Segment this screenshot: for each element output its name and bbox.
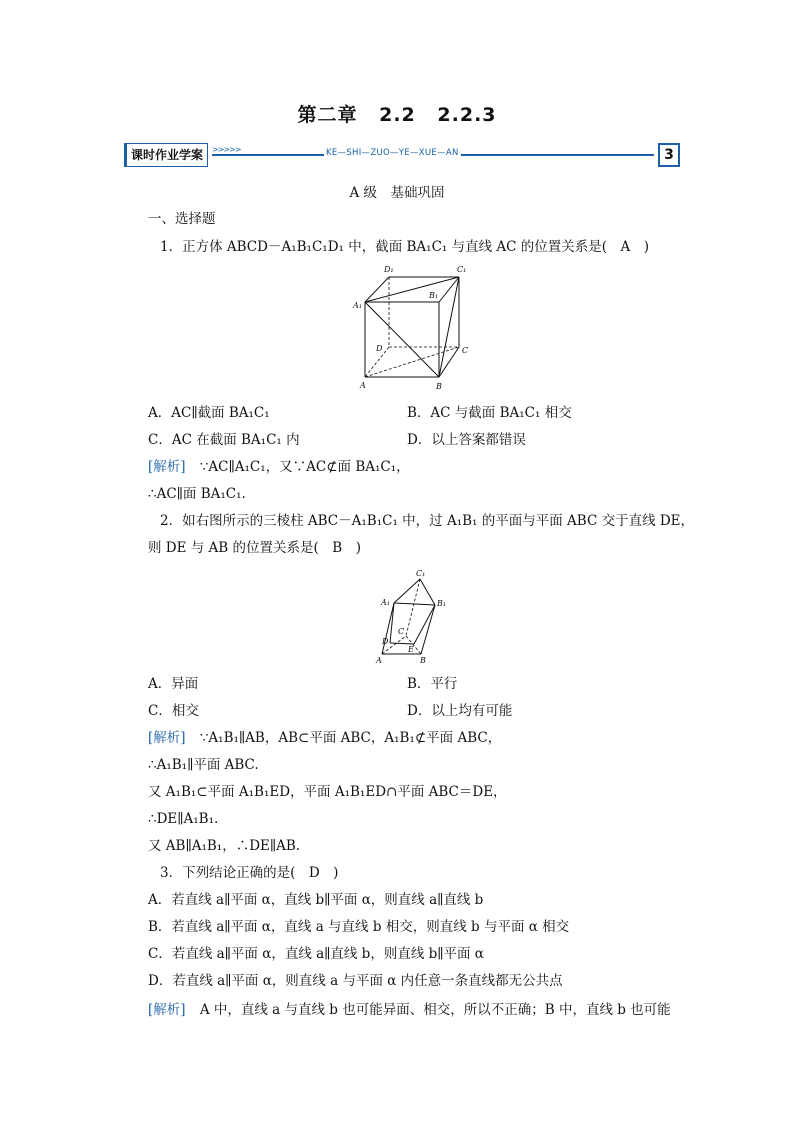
- q2-option-a: A．异面: [148, 676, 199, 692]
- q2-analysis-tag: [解析]: [148, 730, 186, 746]
- banner-arrows: >>>>>: [212, 145, 241, 154]
- homework-banner: [124, 143, 680, 167]
- q1-analysis: [148, 458, 410, 476]
- q1-option-d: D．以上答案都错误: [407, 432, 526, 448]
- q1-option-c: C．AC 在截面 BA₁C₁ 内: [148, 432, 300, 448]
- prism-label-c: C: [398, 627, 405, 636]
- q2-analysis-line-4: ∴DE∥A₁B₁.: [148, 811, 219, 827]
- q1-analysis-line-2: ∴AC∥面 BA₁C₁.: [148, 486, 246, 502]
- q3-analysis-tag: [解析]: [148, 1002, 186, 1018]
- chapter-label: 第二章: [297, 104, 358, 126]
- q3-option-c: C．若直线 a∥平面 α，直线 a∥直线 b，则直线 b∥平面 α: [148, 946, 484, 962]
- q3-analysis: [148, 1001, 671, 1019]
- cube-figure: [352, 262, 478, 394]
- q2-analysis-line-1: ∵A₁B₁∥AB，AB⊂平面 ABC，A₁B₁⊄平面 ABC，: [199, 730, 502, 746]
- q2-option-c: C．相交: [148, 703, 199, 719]
- cube-label-d1: D₁: [384, 265, 394, 274]
- cube-label-b1: B₁: [429, 291, 439, 300]
- q1-option-b: B．AC 与截面 BA₁C₁ 相交: [407, 405, 572, 421]
- prism-figure: [368, 566, 452, 666]
- prism-label-b1: B₁: [437, 599, 447, 608]
- prism-label-b: B: [420, 656, 426, 665]
- cube-label-a: A: [360, 381, 366, 390]
- prism-label-a1: A₁: [381, 598, 390, 607]
- q1-option-a: A．AC∥截面 BA₁C₁: [148, 405, 270, 421]
- q1-analysis-line-1: ∵AC∥A₁C₁，又∵AC⊄面 BA₁C₁，: [199, 459, 410, 475]
- q2-analysis: [148, 729, 501, 747]
- q2-stem-line-1: 2．如右图所示的三棱柱 ABC－A₁B₁C₁ 中，过 A₁B₁ 的平面与平面 ABC 交于直线 DE，: [160, 513, 695, 529]
- subsection-label: 2.2.3: [437, 104, 497, 126]
- q3-analysis-line: A 中，直线 a 与直线 b 也可能异面、相交，所以不正确；B 中，直线 b 也可能: [199, 1002, 671, 1018]
- q1-analysis-tag: [解析]: [148, 459, 186, 475]
- q2-option-d: D．以上均有可能: [407, 703, 513, 719]
- cube-label-d: D: [376, 344, 383, 353]
- q3-option-a: A．若直线 a∥平面 α，直线 b∥平面 α，则直线 a∥直线 b: [148, 892, 484, 908]
- banner-pinyin: KE—SHI—ZUO—YE—XUE—AN: [326, 148, 459, 158]
- q3-stem: 3．下列结论正确的是( D ): [160, 865, 339, 881]
- page-title: [0, 100, 794, 127]
- prism-label-a: A: [376, 656, 382, 665]
- cube-label-b: B: [436, 382, 442, 391]
- q3-option-d: D．若直线 a∥平面 α，则直线 a 与平面 α 内任意一条直线都无公共点: [148, 973, 563, 989]
- q2-analysis-line-5: 又 AB∥A₁B₁，∴DE∥AB.: [148, 838, 301, 854]
- prism-label-e: E: [408, 645, 414, 654]
- q2-analysis-line-2: ∴A₁B₁∥平面 ABC.: [148, 757, 259, 773]
- cube-label-a1: A₁: [353, 301, 362, 310]
- section-title: 一、选择题: [148, 211, 216, 227]
- level-title: A 级 基础巩固: [349, 185, 445, 201]
- q2-option-b: B．平行: [407, 676, 458, 692]
- page-number-badge: 3: [658, 143, 680, 167]
- prism-label-c1: C₁: [416, 569, 426, 578]
- q2-analysis-line-3: 又 A₁B₁⊂平面 A₁B₁ED，平面 A₁B₁ED∩平面 ABC＝DE，: [148, 784, 507, 800]
- cube-label-c: C: [462, 346, 469, 355]
- section-label: 2.2: [379, 104, 416, 126]
- cube-label-c1: C₁: [457, 265, 467, 274]
- prism-label-d: D: [382, 637, 389, 646]
- q2-stem-line-2: 则 DE 与 AB 的位置关系是( B ): [148, 540, 361, 556]
- q1-stem: 1．正方体 ABCD－A₁B₁C₁D₁ 中，截面 BA₁C₁ 与直线 AC 的位置关系是( A ): [160, 239, 650, 255]
- q3-option-b: B．若直线 a∥平面 α，直线 a 与直线 b 相交，则直线 b 与平面 α 相交: [148, 919, 570, 935]
- banner-label: 课时作业学案: [124, 143, 208, 167]
